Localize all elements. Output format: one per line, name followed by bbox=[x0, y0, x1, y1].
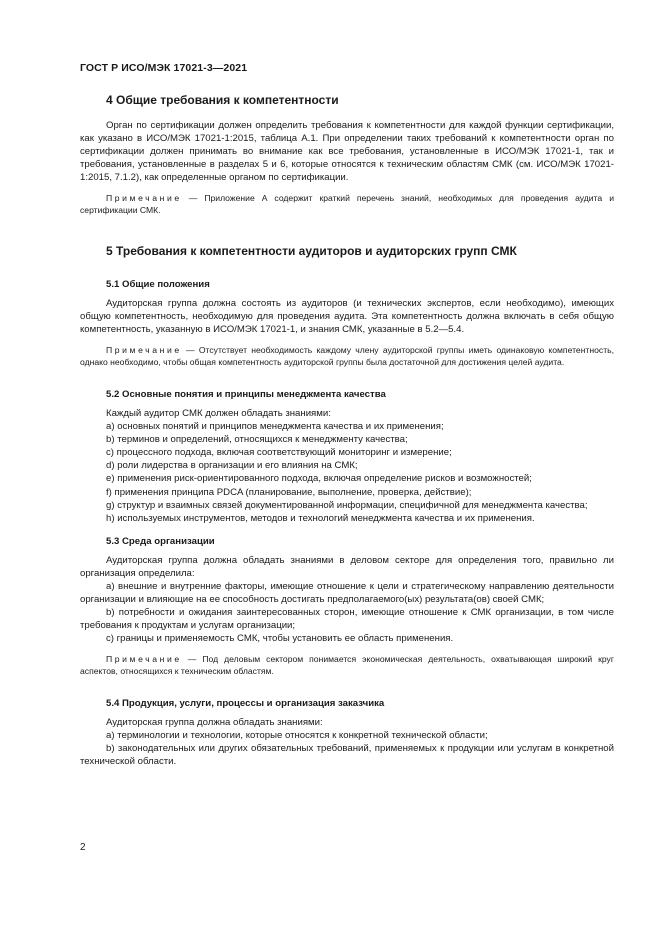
page-number: 2 bbox=[80, 842, 86, 853]
section-4-note bbox=[80, 193, 614, 217]
list-item: h) используемых инструментов, методов и технологий менеджмента качества и их применения. bbox=[106, 512, 535, 524]
section-4-paragraph: Орган по сертификации должен определить требования к компетентности для каждой функции сертификации, как указано в ИСО/МЭК 17021-1:2015, таблица А.1. При определении таких требований к компетентности орган по сертификации должен принимать во внимание как все требования, установленные в ИСО/МЭК 17021-1, так и требования, установленные в разделах 5 и 6, которые относятся к техническим областям СМК (см. ИСО/МЭК 17021-1:2015, 7.1.2), как определенные органом по сертификации. bbox=[80, 120, 614, 184]
list-item: a) терминологии и технологии, которые относятся к конкретной технической области; bbox=[106, 730, 488, 742]
section-5-1-heading: 5.1 Общие положения bbox=[106, 279, 210, 291]
note-label: Примечание bbox=[106, 345, 182, 356]
list-item: b) потребности и ожидания заинтересованных сторон, имеющие отношение к СМК организации, в том числе требования к продуктам и услугам организации; bbox=[80, 607, 614, 632]
running-header: ГОСТ Р ИСО/МЭК 17021-3—2021 bbox=[80, 62, 248, 74]
note-label: Примечание bbox=[106, 654, 182, 665]
list-item: b) терминов и определений, относящихся к менеджменту качества; bbox=[106, 434, 408, 446]
page-content bbox=[80, 92, 614, 768]
note-text: — Под деловым сектором понимается экономическая деятельность, охватывающая широкий круг аспектов, относящихся к техническим областям. bbox=[80, 654, 614, 677]
list-item: a) основных понятий и принципов менеджмента качества и их применения; bbox=[106, 421, 444, 433]
section-4-heading: 4 Общие требования к компетентности bbox=[106, 93, 339, 107]
list-item: c) процессного подхода, включая соответствующий мониторинг и измерение; bbox=[106, 447, 452, 459]
list-item: b) законодательных или других обязательных требований, применяемых к продукции или услугам в конкретной технической области. bbox=[80, 743, 614, 768]
list-item: a) внешние и внутренние факторы, имеющие отношение к цели и стратегическому направлению деятельности организации и влияющие на ее способность достигать предполагаемого(ых) результата(ов) своей СМК; bbox=[80, 580, 614, 606]
note-text: — Отсутствует необходимость каждому члену аудиторской группы иметь одинаковую компетентность, однако необходимо, чтобы общая компетентность аудиторской группы была достаточной для достижения целей аудита. bbox=[80, 345, 614, 368]
section-5-2-heading: 5.2 Основные понятия и принципы менеджмента качества bbox=[106, 388, 386, 400]
section-5-4-intro: Аудиторская группа должна обладать знаниями: bbox=[106, 717, 323, 729]
list-item: e) применения риск-ориентированного подхода, включая определение рисков и возможностей; bbox=[106, 473, 532, 485]
section-5-1-paragraph: Аудиторская группа должна состоять из аудиторов (и технических экспертов, если необходимо), имеющих общую компетентность, необходимую для проведения аудита. Эта компетентность должна включать в себя общую компетентность, указанную в ИСО/МЭК 17021-1, и знания СМК, указанные в 5.2—5.4. bbox=[80, 298, 614, 336]
section-5-3-note bbox=[80, 654, 614, 678]
section-5-4-heading: 5.4 Продукция, услуги, процессы и организация заказчика bbox=[106, 698, 385, 710]
section-5-2-intro: Каждый аудитор СМК должен обладать знаниями: bbox=[106, 407, 331, 419]
list-item: g) структур и взаимных связей документированной информации, специфичной для менеджмента качества; bbox=[106, 499, 588, 511]
note-label: Примечание bbox=[106, 193, 182, 204]
list-item: f) применения принципа PDCA (планирование, выполнение, проверка, действие); bbox=[106, 486, 472, 498]
section-5-3-heading: 5.3 Среда организации bbox=[106, 535, 215, 547]
section-5-3-intro: Аудиторская группа должна обладать знаниями в деловом секторе для определения того, правильно ли организация определила: bbox=[80, 554, 614, 579]
note-text: — Приложение А содержит краткий перечень знаний, необходимых для проведения аудита и сертификации СМК. bbox=[80, 193, 614, 216]
section-5-1-note bbox=[80, 345, 614, 369]
list-item: d) роли лидерства в организации и его влияния на СМК; bbox=[106, 460, 358, 472]
section-5-heading: 5 Требования к компетентности аудиторов и аудиторских групп СМК bbox=[106, 244, 517, 259]
list-item: c) границы и применяемость СМК, чтобы установить ее область применения. bbox=[106, 633, 454, 645]
